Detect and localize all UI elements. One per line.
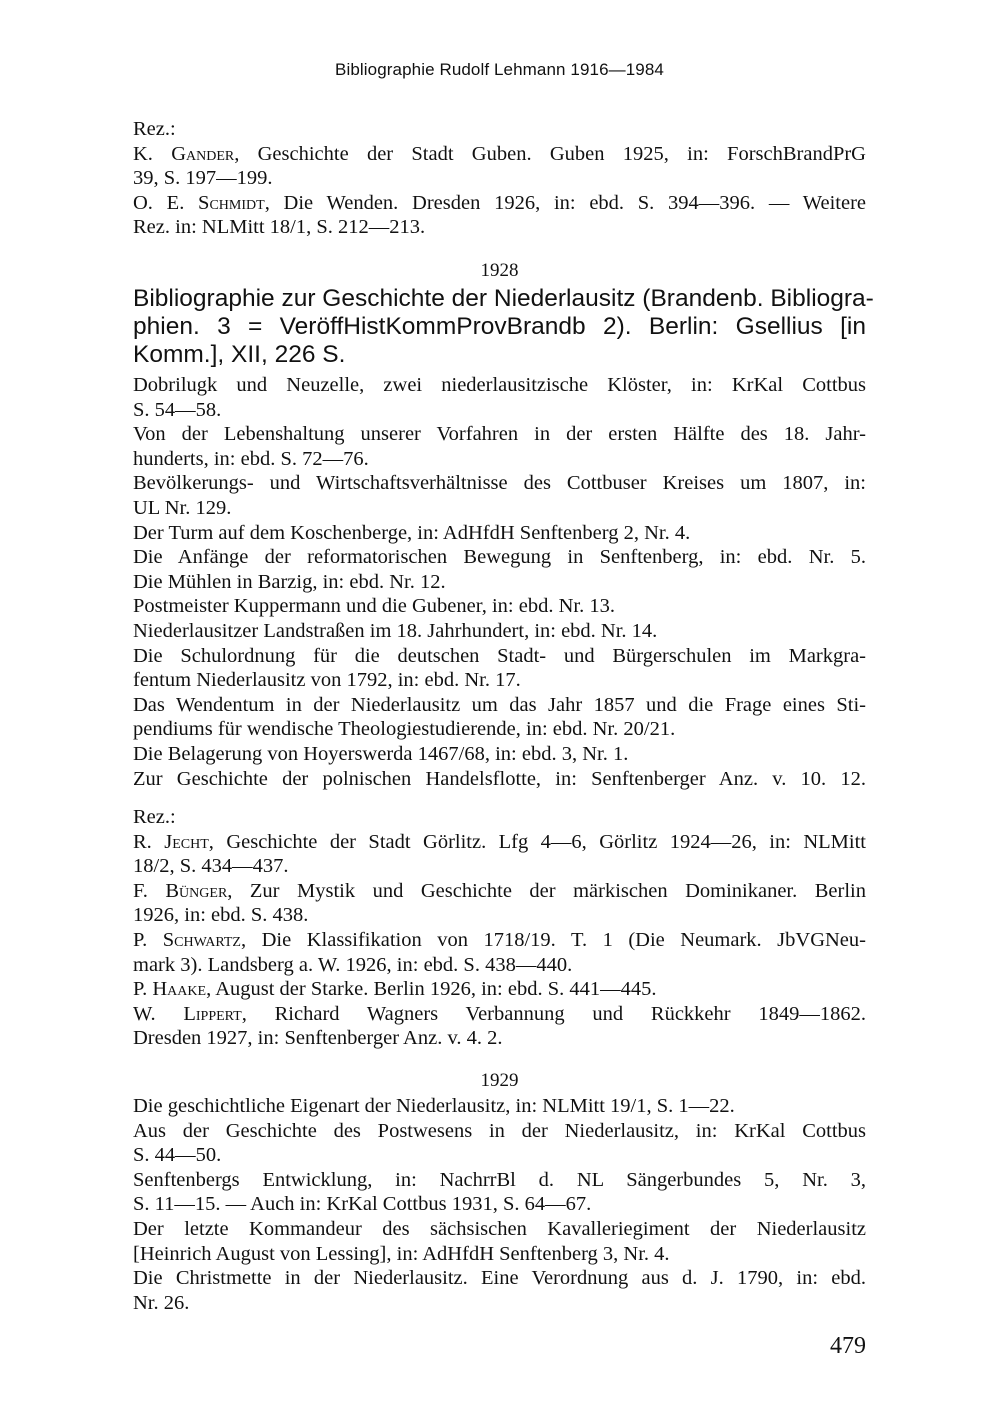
rez-entry: F. Bünger, Zur Mystik und Geschichte der märkischen Dominikaner. Berlin — [133, 879, 866, 902]
year-heading: 1929 — [480, 1070, 519, 1091]
bib-entry: Senftenbergs Entwicklung, in: NachrrBl d. NL Sängerbundes 5, Nr. 3, — [133, 1168, 866, 1191]
bib-entry: Der letzte Kommandeur des sächsischen Kavalleriegiment der Niederlausitz — [133, 1217, 866, 1240]
bib-entry: Bevölkerungs- und Wirtschaftsverhältnisse des Cottbuser Kreises um 1807, in: — [133, 472, 866, 495]
entries-1929 — [133, 1094, 866, 1315]
rez-entry: mark 3). Landsberg a. W. 1926, in: ebd. S. 438—440. — [133, 953, 573, 976]
bib-entry: S. 11—15. — Auch in: KrKal Cottbus 1931, S. 64—67. — [133, 1193, 592, 1216]
page-number: 479 — [830, 1333, 866, 1359]
year-1929-section — [133, 1069, 866, 1315]
rez-section-1928 — [133, 805, 866, 1051]
bib-entry: Die Christmette in der Niederlausitz. Eine Verordnung aus d. J. 1790, in: ebd. — [133, 1267, 866, 1290]
rez-author: R. Jecht — [133, 830, 209, 853]
bib-entry: Die Mühlen in Barzig, in: ebd. Nr. 12. — [133, 570, 446, 593]
bib-entry: Die geschichtliche Eigenart der Niederlausitz, in: NLMitt 19/1, S. 1—22. — [133, 1095, 735, 1117]
rez-entry: K. Gander, Geschichte der Stadt Guben. Guben 1925, in: ForschBrandPrG — [133, 142, 866, 165]
bib-entry: Die Belagerung von Hoyerswerda 1467/68, in: ebd. 3, Nr. 1. — [133, 742, 629, 765]
rez-entry: R. Jecht, Geschichte der Stadt Görlitz. Lfg 4—6, Görlitz 1924—26, in: NLMitt — [133, 830, 866, 853]
bib-entry: Nr. 26. — [133, 1291, 190, 1314]
rez-entry: W. Lippert, Richard Wagners Verbannung und Rückkehr 1849—1862. — [133, 1002, 866, 1025]
bib-entry: [Heinrich August von Lessing], in: AdHfdH Senftenberg 3, Nr. 4. — [133, 1242, 670, 1265]
rez-entry: Dresden 1927, in: Senftenberger Anz. v. 4. 2. — [133, 1027, 503, 1050]
running-header: Bibliographie Rudolf Lehmann 1916—1984 — [335, 60, 664, 79]
rez-entry: 18/2, S. 434—437. — [133, 855, 289, 878]
rez-label: Rez.: — [133, 806, 176, 828]
year-heading: 1928 — [480, 260, 519, 281]
bib-entry: UL Nr. 129. — [133, 496, 232, 519]
bib-entry: Dobrilugk und Neuzelle, zwei niederlausitzische Klöster, in: KrKal Cottbus — [133, 374, 866, 396]
rez-entry: P. Schwartz, Die Klassifikation von 1718/19. T. 1 (Die Neumark. JbVGNeu- — [133, 928, 866, 951]
bib-entry: S. 44—50. — [133, 1144, 222, 1167]
rez-entry: 1926, in: ebd. S. 438. — [133, 904, 309, 927]
bib-entry: Das Wendentum in der Niederlausitz um das Jahr 1857 und die Frage eines Sti- — [133, 693, 866, 716]
rez-author: P. Haake — [133, 978, 207, 1001]
year-1928-section — [133, 259, 874, 369]
rez-entry: 39, S. 197—199. — [133, 167, 273, 190]
bib-entry: Von der Lebenshaltung unserer Vorfahren in der ersten Hälfte des 18. Jahr- — [133, 423, 866, 446]
bib-entry: Der Turm auf dem Koschenberge, in: AdHfdH Senftenberg 2, Nr. 4. — [133, 521, 691, 544]
bib-entry: Die Schulordnung für die deutschen Stadt- und Bürgerschulen im Markgra- — [133, 644, 866, 667]
rez-entry: O. E. Schmidt, Die Wenden. Dresden 1926, in: ebd. S. 394—396. — Weitere — [133, 191, 867, 214]
rez-author: O. E. Schmidt — [133, 191, 265, 214]
rez-author: W. Lippert — [133, 1002, 242, 1025]
rez-entry: P. Haake, August der Starke. Berlin 1926, in: ebd. S. 441—445. — [133, 978, 657, 1001]
bib-entry: fentum Niederlausitz von 1792, in: ebd. Nr. 17. — [133, 669, 521, 692]
bib-entry: Aus der Geschichte des Postwesens in der Niederlausitz, in: KrKal Cottbus — [133, 1119, 866, 1142]
rez-author: P. Schwartz — [133, 928, 241, 951]
rez-label: Rez.: — [133, 118, 176, 140]
rez-author: F. Bünger — [133, 879, 228, 902]
rez-author: K. Gander — [133, 142, 235, 165]
bib-entry: hunderts, in: ebd. S. 72—76. — [133, 447, 369, 470]
rez-entry: Rez. in: NLMitt 18/1, S. 212—213. — [133, 216, 426, 239]
rez-section-1927 — [133, 117, 866, 240]
bib-entry: Niederlausitzer Landstraßen im 18. Jahrhundert, in: ebd. Nr. 14. — [133, 619, 658, 642]
book-title: Bibliographie zur Geschichte der Niederlausitz (Brandenb. Bibliogra- phien. 3 = VeröffHistKommProvBrandb 2). Berlin: Gsellius [in Komm.], XII, 226 S. — [133, 285, 874, 368]
bib-entry: Postmeister Kuppermann und die Gubener, in: ebd. Nr. 13. — [133, 595, 615, 618]
bib-entry: Die Anfänge der reformatorischen Bewegung in Senftenberg, in: ebd. Nr. 5. — [133, 546, 866, 569]
entries-1928 — [133, 373, 866, 791]
bib-entry: S. 54—58. — [133, 398, 222, 421]
bib-entry: Zur Geschichte der polnischen Handelsflotte, in: Senftenberger Anz. v. 10. 12. — [133, 767, 866, 790]
bib-entry: pendiums für wendische Theologiestudierende, in: ebd. Nr. 20/21. — [133, 718, 676, 741]
